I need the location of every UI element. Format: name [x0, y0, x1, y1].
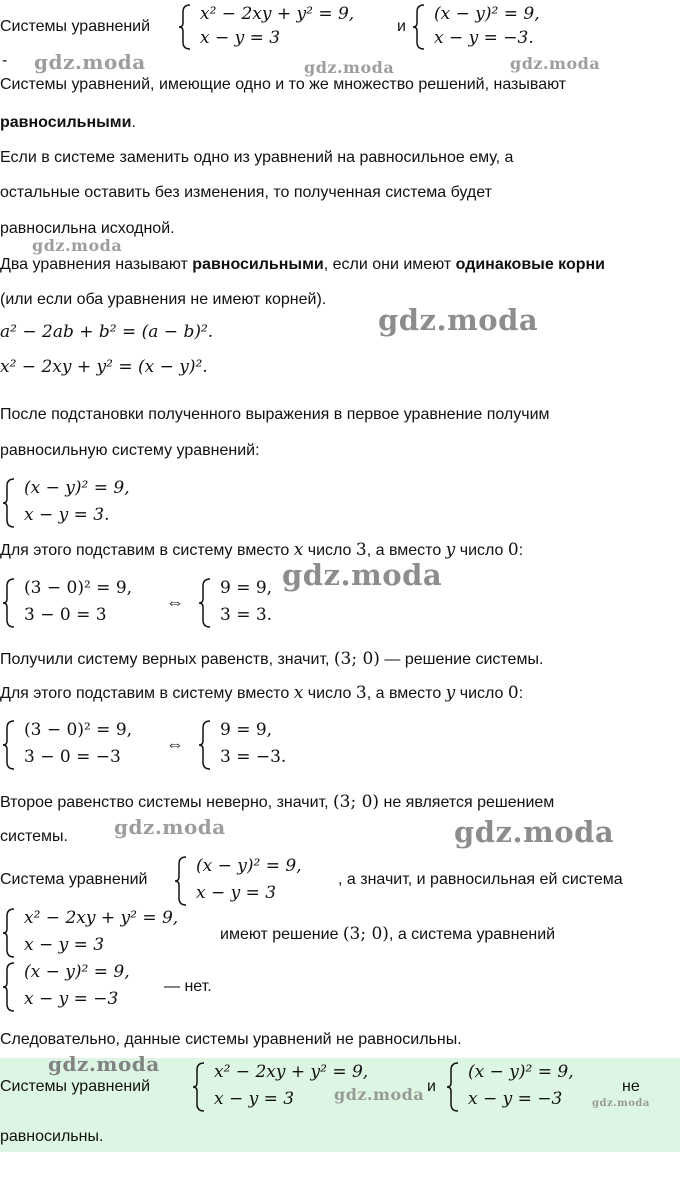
watermark: gdz.moda [334, 1085, 425, 1104]
theory-p3: Два уравнения называют равносильными, если они имеют одинаковые корни [0, 256, 605, 273]
theory-p1-term: равносильными. [0, 114, 136, 131]
equivalence-symbol: ⇔ [166, 592, 184, 612]
theory-p2a: Если в системе заменить одно из уравнений на равносильное ему, а [0, 149, 514, 166]
conclusion-no: — нет. [164, 978, 212, 995]
system-b: (3 − 0)² = 9, 3 − 0 = 3 [2, 578, 172, 628]
header-lead: Системы уравнений [0, 18, 151, 35]
header-system-2: (x − y)² = 9, x − y = −3. [412, 4, 572, 50]
result-2: Второе равенство системы неверно, значит, (3; 0) не является решением [0, 792, 555, 812]
substitution-line-1: Для этого подставим в систему вместо x число 3, а вместо y число 0: [0, 540, 524, 560]
system-g: x² − 2xy + y² = 9, x − y = 3 [2, 908, 212, 958]
answer-system-2: (x − y)² = 9, x − y = −3 [446, 1062, 616, 1112]
answer-and: и [427, 1078, 436, 1095]
answer-system-1: x² − 2xy + y² = 9, x − y = 3 [192, 1062, 422, 1112]
brace-icon [2, 720, 16, 770]
final-conclusion: Следовательно, данные системы уравнений не равносильны. [0, 1031, 462, 1048]
system-e: 9 = 9, 3 = −3. [198, 720, 318, 770]
theory-p3e: (или если оба уравнения не имеют корней). [0, 291, 327, 308]
system-c: 9 = 9, 3 = 3. [198, 578, 308, 628]
watermark: gdz.moda [48, 1052, 160, 1076]
system-d: (3 − 0)² = 9, 3 − 0 = −3 [2, 720, 172, 770]
brace-icon [192, 1062, 206, 1112]
theory-p1: Системы уравнений, имеющие одно и то же множество решений, называют [0, 76, 567, 93]
answer-tail: равносильны. [0, 1128, 104, 1145]
substitution-line-2: Для этого подставим в систему вместо x число 3, а вместо y число 0: [0, 683, 524, 703]
conclusion-has-solution: имеют решение (3; 0), а система уравнений [220, 924, 556, 944]
conclusion-equivalent: , а значит, и равносильная ей система [338, 871, 623, 888]
equivalence-symbol: ⇔ [166, 734, 184, 754]
watermark: gdz.moda [114, 815, 226, 839]
brace-icon [412, 4, 426, 50]
system-f: (x − y)² = 9, x − y = 3 [174, 856, 334, 906]
theory-p2c: равносильна исходной. [0, 220, 175, 237]
system-h: (x − y)² = 9, x − y = −3 [2, 962, 172, 1012]
watermark: gdz.moda [510, 54, 601, 73]
formula-1: a² − 2ab + b² = (a − b)². [0, 322, 214, 342]
brace-icon [2, 478, 16, 528]
header-and: и [397, 18, 406, 35]
brace-icon [198, 720, 212, 770]
brace-icon [2, 908, 16, 958]
brace-icon [2, 578, 16, 628]
watermark: gdz.moda [592, 1098, 650, 1109]
system-a: (x − y)² = 9, x − y = 3. [2, 478, 172, 528]
formula-2: x² − 2xy + y² = (x − y)². [0, 357, 208, 377]
header-system-1: x² − 2xy + y² = 9, x − y = 3 [178, 4, 388, 50]
watermark: gdz.moda [304, 58, 395, 77]
conclusion-lead: Система уравнений [0, 871, 148, 888]
solution-s1: После подстановки полученного выражения в первое уравнение получим [0, 406, 550, 423]
watermark: gdz.moda [282, 558, 443, 592]
watermark: gdz.moda [34, 50, 146, 74]
answer-not: не [622, 1078, 640, 1095]
brace-icon [2, 962, 16, 1012]
result-2-end: системы. [0, 828, 68, 845]
brace-icon [178, 4, 192, 50]
solution-s2: равносильную систему уравнений: [0, 442, 260, 459]
header-dash: - [2, 52, 8, 69]
theory-p2b: остальные оставить без изменения, то полученная система будет [0, 184, 492, 201]
result-1: Получили систему верных равенств, значит, (3; 0) — решение системы. [0, 649, 544, 669]
brace-icon [174, 856, 188, 906]
watermark: gdz.moda [378, 303, 539, 337]
answer-lead: Системы уравнений [0, 1078, 151, 1095]
watermark: gdz.moda [454, 815, 615, 849]
watermark: gdz.moda [32, 236, 123, 255]
brace-icon [446, 1062, 460, 1112]
brace-icon [198, 578, 212, 628]
